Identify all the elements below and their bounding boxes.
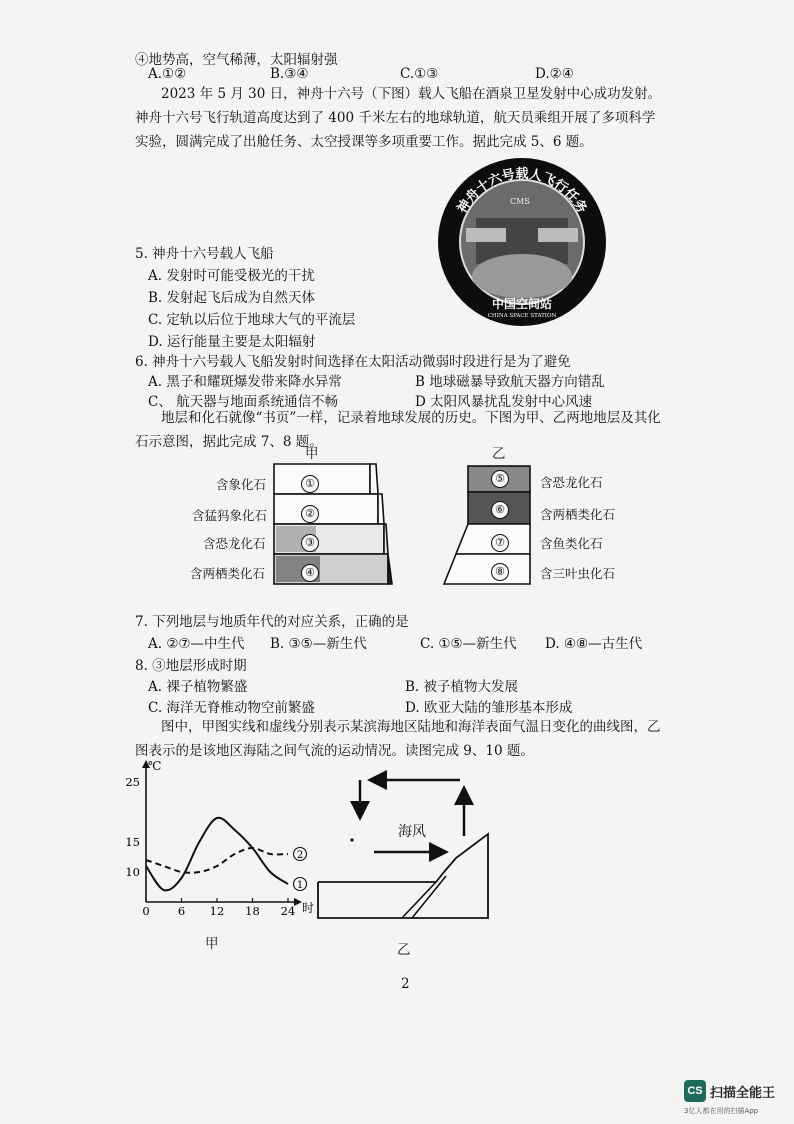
strata-left-label-3: 含恐龙化石	[203, 536, 266, 551]
q4-choice-d: D.②④	[535, 66, 574, 82]
q7-option-a: A. ②⑦—中生代	[148, 636, 245, 652]
q6-option-d: D 太阳风暴扰乱发射中心风速	[415, 394, 593, 410]
strata-left-num-4: ④	[301, 564, 319, 582]
y-tick-label: 10	[125, 865, 140, 879]
q7-option-c: C. ①⑤—新生代	[420, 636, 517, 652]
y-tick-label: 25	[125, 775, 140, 789]
q8-option-a: A. 裸子植物繁盛	[148, 679, 248, 695]
q7-option-b: B. ③⑤—新生代	[270, 636, 367, 652]
q5-option-c: C. 定轨以后位于地球大气的平流层	[148, 312, 356, 328]
intro-q7-8: 地层和化石就像“书页”一样，记录着地球发展的历史。下图为甲、乙两地地层及其化石示意图，据此完成 7、8 题。	[135, 410, 661, 450]
x-tick-label: 0	[142, 904, 150, 918]
x-tick-label: 6	[177, 904, 186, 918]
q6-option-b: B 地球磁暴导致航天器方向错乱	[415, 374, 605, 390]
strata-right-title: 乙	[492, 446, 506, 462]
strata-right-label-3: 含鱼类化石	[540, 536, 603, 551]
strata-left-num-1: ①	[301, 475, 319, 493]
q5-option-d: D. 运行能量主要是太阳辐射	[148, 334, 316, 350]
scanner-app-name: 扫描全能王	[710, 1086, 776, 1101]
q8-stem: 8. ③地层形成时期	[135, 658, 247, 674]
q5-option-b: B. 发射起飞后成为自然天体	[148, 290, 316, 306]
strata-left-label-2: 含猛犸象化石	[192, 508, 268, 523]
diagram-caption: 乙	[397, 942, 411, 958]
x-tick-label: 18	[245, 904, 260, 918]
mission-badge	[436, 156, 608, 328]
series-name-1: 1	[296, 880, 304, 891]
q5-stem: 5. 神舟十六号载人飞船	[135, 246, 274, 262]
strata-right-diagram	[440, 462, 540, 588]
q5-option-a: A. 发射时可能受极光的干扰	[148, 268, 315, 284]
sea-breeze-label: 海风	[398, 824, 426, 840]
strata-left-label-4: 含两栖类化石	[190, 566, 266, 581]
land-surface	[318, 834, 488, 918]
scanner-watermark	[684, 1080, 784, 1116]
q8-option-d: D. 欧亚大陆的雏形基本形成	[405, 700, 573, 716]
badge-bottom-en: CHINA SPACE STATION	[487, 313, 557, 319]
x-axis-label: 时	[302, 901, 315, 915]
strata-right-num-5: ⑤	[491, 470, 509, 488]
q4-choice-a: A.①②	[148, 66, 187, 82]
series-line-1	[146, 818, 288, 891]
scanner-tagline: 3亿人都在用的扫描App	[684, 1107, 759, 1115]
strata-right-label-2: 含两栖类化石	[540, 507, 616, 522]
intro-q5-6: 2023 年 5 月 30 日，神舟十六号（下图）载人飞船在酒泉卫星发射中心成功发射。神舟十六号飞行轨道高度达到了 400 千米左右的地球轨道，航天员乘组开展了多项科学实验，圆满完成了出舱任务、太空授课等多项重要工作。据此完成 5、6 题。	[135, 86, 662, 150]
page-number: 2	[401, 976, 410, 992]
strata-right-num-6: ⑥	[491, 501, 509, 519]
scanner-logo-icon: CS	[684, 1080, 706, 1102]
series-name-2: 2	[296, 850, 304, 861]
strata-right-label-1: 含恐龙化石	[540, 475, 603, 490]
q7-option-d: D. ④⑧—古生代	[545, 636, 643, 652]
y-axis-label: ℃	[148, 759, 162, 773]
q6-stem: 6. 神舟十六号载人飞船发射时间选择在太阳活动微弱时段进行是为了避免	[135, 354, 571, 370]
q6-option-c: C、 航天器与地面系统通信不畅	[148, 394, 339, 410]
strata-left-num-2: ②	[301, 505, 319, 523]
y-tick-label: 15	[125, 835, 140, 849]
badge-logo: CMS	[510, 197, 530, 206]
temperature-chart	[118, 758, 315, 918]
q6-option-a: A. 黑子和耀斑爆发带来降水异常	[148, 374, 342, 390]
strata-left-label-1: 含象化石	[216, 477, 267, 492]
q4-option-4: ④地势高，空气稀薄，太阳辐射强	[135, 52, 338, 68]
q4-choice-b: B.③④	[270, 66, 309, 82]
strata-right-num-7: ⑦	[491, 534, 509, 552]
strata-left-diagram	[272, 462, 394, 588]
strata-left-num-3: ③	[301, 534, 319, 552]
q8-option-c: C. 海洋无脊椎动物空前繁盛	[148, 700, 315, 716]
q7-stem: 7. 下列地层与地质年代的对应关系，正确的是	[135, 614, 409, 630]
x-tick-label: 12	[209, 904, 225, 918]
q4-choice-c: C.①③	[400, 66, 439, 82]
strata-right-label-4: 含三叶虫化石	[540, 566, 616, 581]
badge-top-text: 神舟十六号载人飞行任务	[454, 167, 590, 217]
chart-caption: 甲	[205, 936, 219, 952]
badge-bottom-text: 中国空间站	[491, 297, 553, 311]
sea-breeze-diagram	[310, 766, 500, 926]
q8-option-b: B. 被子植物大发展	[405, 679, 519, 695]
intro-q9-10: 图中，甲图实线和虚线分别表示某滨海地区陆地和海洋表面气温日变化的曲线图，乙图表示的是该地区海陆之间气流的运动情况。读图完成 9、10 题。	[135, 719, 661, 759]
x-tick-label: 24	[280, 904, 296, 918]
strata-left-title: 甲	[305, 446, 319, 462]
strata-right-num-8: ⑧	[491, 563, 509, 581]
